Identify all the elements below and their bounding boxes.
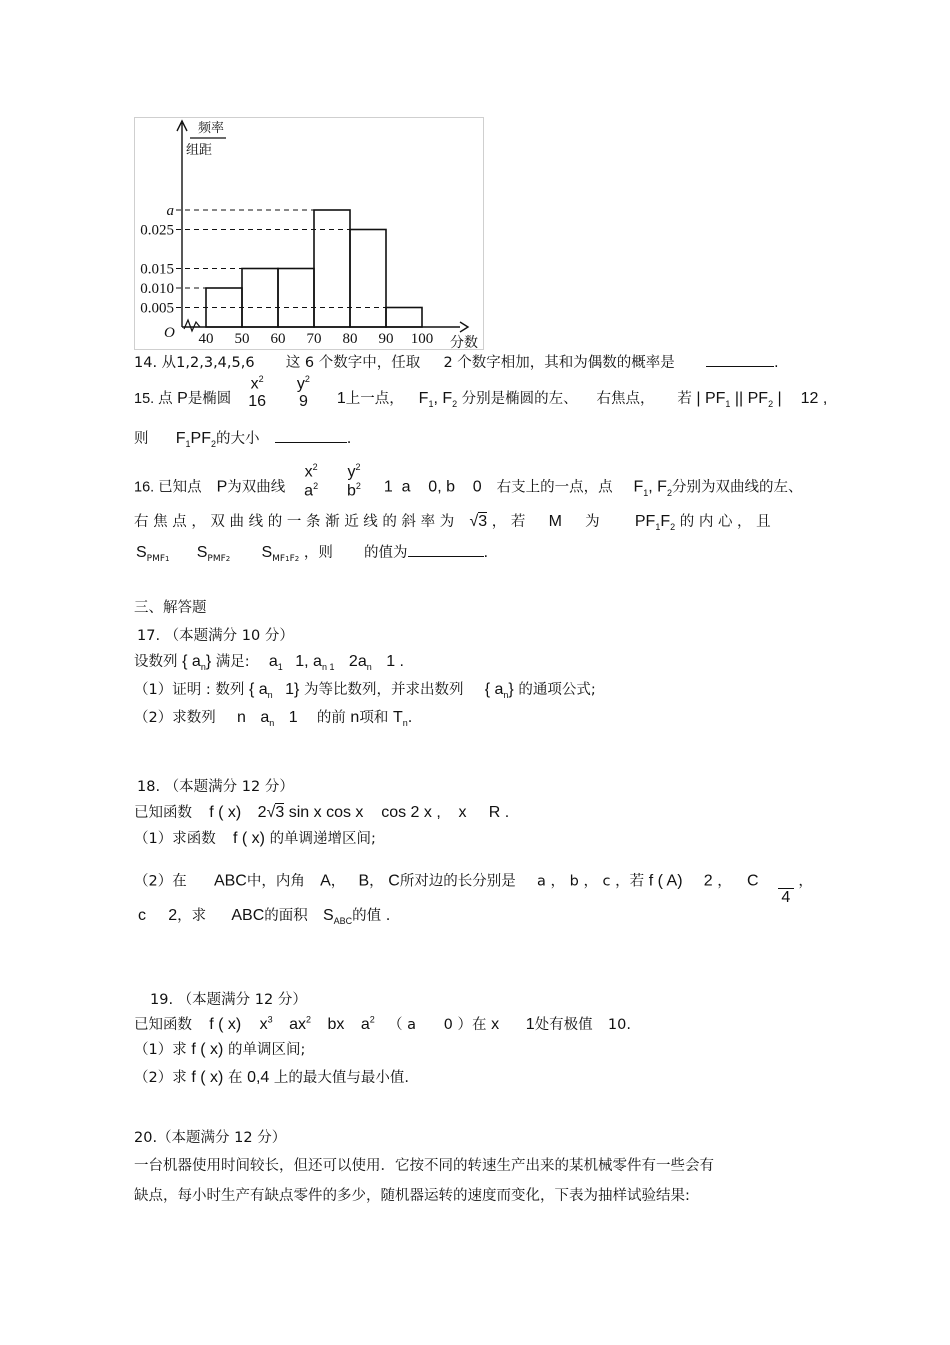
q14-rest: 2 个数字相加，其和为偶数的概率是 [443,355,675,371]
q16-frac-y [345,462,363,501]
x-axis-arrow [460,322,468,332]
question-15-line2 [134,427,351,449]
histogram-bar-4 [314,210,350,327]
q15-abs-mid: || PF [730,389,769,407]
histogram-bar-2 [242,269,278,328]
q16-F2: , F [648,478,667,496]
q16-prefix: 16. 已知点 [134,479,202,496]
y-axis-label-bottom: 组距 [186,143,213,158]
q16-a-exp: 2 [313,481,319,492]
q17-an2: a [260,709,270,726]
q15-den-16: 16 [248,393,267,411]
q15-abs-sub2: 2 [768,399,774,410]
q17-given: 设数列 { $a_n$} 满足: $a_1$ 1, $a_{n 1}$ $2a_n$ 1 . [134,653,404,673]
histogram-bar-6 [386,308,422,328]
q18-B: B [358,872,370,890]
q18-c2: c 2 [138,907,178,924]
q16-triangle: PF [634,513,656,530]
q18-two: 2 [257,804,267,821]
q16-b: b [347,482,356,500]
q19-part1-fx: f ( x) [191,1041,224,1058]
histogram-bar-3 [278,269,314,328]
axes-layer [177,121,468,332]
q16-y: y [347,463,356,481]
q16-S2-sub: PMF [207,553,226,564]
q19-bx: bx [327,1016,345,1033]
labels-layer [140,120,478,350]
q16-sqrt3: √3 [469,513,488,530]
y-tick-label-1: a [166,203,174,219]
q16-value-text: 的值为 [364,545,408,561]
q18-part2-d: ，求 [177,908,207,924]
question-15 [134,374,828,417]
q17-part2: （2）求数列 n $a_n$ 1 的前 n项和 $T_n$. [134,709,413,729]
q16-answer-blank [408,556,484,557]
x-tick-label-90: 90 [378,331,394,347]
q15-F1: F [418,389,429,407]
q15-y: y [296,375,305,393]
q19-fx: f ( x) [209,1016,242,1033]
q18-part2-line2 [138,904,390,926]
x-axis-label: 分数 [450,335,478,350]
q15-frac-y [295,374,312,411]
q17-n2: n [350,709,360,726]
q15-y-exp: 2 [304,374,310,384]
origin-label: O [164,325,175,341]
q18-part2-a: （2）在 [134,873,187,890]
q15-x-exp: 2 [258,374,264,384]
q17-c2: 2a [348,653,367,670]
q20-line2: 缺点，每小时生产有缺点零件的多少，随机器运转的速度而变化，下表为抽样试验结果: [134,1188,690,1204]
q19-part1 [134,1038,305,1059]
q17-dot: . [407,710,413,726]
q19-ax-exp: 2 [306,1014,312,1025]
q18-ABC: ABC [213,872,247,890]
q19-given [134,1013,631,1034]
q19-interval: 0,4 [247,1069,270,1086]
q15-size-text: 的大小 [215,431,260,447]
guides-layer [176,210,422,308]
q15-angle-sub1: 1 [185,439,191,450]
q17-part1-c: 为等比数列，并求出数列 [303,682,464,698]
q16-right-branch: 右支上的一点，点 [496,479,613,496]
x-tick-label-50: 50 [234,331,250,347]
axis-break [184,320,200,331]
q16-y-exp: 2 [355,462,361,472]
q16-M: M [548,513,562,530]
q15-foci-text: 分别是椭圆的左、 [461,390,578,407]
q18-part1-fx: f ( x) [232,830,265,847]
q17-c3: 1 . [386,653,404,670]
q16-foci-text: 分别为双曲线的左、 [671,479,803,496]
q15-angle-sub2: 2 [210,439,216,450]
q15-is-ellipse: 是椭圆 [187,390,232,407]
q16-x-exp: 2 [312,462,318,472]
q18-part2-c: 所对边的长分别是 [399,873,516,890]
q16-S1: S [136,544,147,561]
histogram-bar-5 [350,230,386,328]
q18-frac-pi4 [778,872,794,907]
q18-C2: C [746,872,759,890]
q15-abs-end: | [773,389,782,407]
y-tick-label-2: 0.025 [140,222,174,239]
q19-extreme: 处有极值 [534,1017,593,1033]
q18-given-a: 已知函数 [134,805,192,821]
q17-part2-b: 的前 [316,710,346,726]
q19-x: x [259,1016,268,1033]
q16-S1-sub: PMF [146,553,166,564]
q15-if: 若 [677,390,692,407]
q18-given: 已知函数 f ( x) 2√3 sin x cos x cos 2 x , x R . [134,804,510,821]
q17-c1: 1, a [295,653,322,670]
q16-slope-text: 右 焦 点 ， 双 曲 线 的 一 条 渐 近 线 的 斜 率 为 [134,514,455,530]
q16-dot: . [483,545,489,561]
q15-x: x [250,375,259,393]
q18-part1 [134,827,376,848]
y-axis-label-top: 频率 [198,121,225,136]
q17-an: a [191,653,201,670]
q19-cond: （ a 0 ）在 [388,1017,487,1033]
q19-x-exp: 3 [267,1014,273,1025]
x-tick-label-40: 40 [198,331,214,347]
q18-header: 18. （本题满分 12 分） [137,779,294,795]
q14-prefix: 14. 从 [134,355,177,371]
q18-value-text: 的值 . [352,908,391,924]
q18-fx: f ( x) [209,804,242,821]
q18-abc: a ， b ， c ，若 [537,873,645,890]
q15-one: 1 [336,389,346,407]
q20-header: 20.（本题满分 12 分） [134,1130,287,1146]
q16-then: ，则 [303,545,333,561]
q19-part2 [134,1066,409,1087]
q17-part2-a: （2）求数列 [134,710,216,726]
q15-answer-blank [275,442,347,443]
q14-end: . [774,355,779,371]
q18-C: C [388,872,400,890]
q15-point-P: P [177,389,188,407]
q17-given-b: 满足: [215,654,250,670]
q18-sqrt3: 3 [275,804,285,821]
question-14 [134,351,779,372]
q18-S-sub: ABC [333,916,353,927]
q16-S2: S [196,544,208,561]
q18-A: A [320,872,331,890]
q19-part2-a: （2）求 [134,1070,187,1086]
q19-ax: ax [289,1016,307,1033]
question-16-line3: $S_{PMF1}$ $S_{PMF2}$ $S_{MF1F2}$ ，则 的值为 . [136,544,489,564]
q16-a: a [304,482,314,500]
q16-frac-x [302,462,320,501]
q17-T-sub: n [402,718,408,729]
q20-line1: 一台机器使用时间较长，但还可以使用．它按不同的转速生产出来的某机械零件有一些会有 [134,1158,714,1174]
q17-header: 17. （本题满分 10 分） [137,628,294,644]
q15-prefix: 15. 点 [134,390,173,407]
q19-x1: x 1 [491,1016,535,1033]
question-16: 16. 已知点 P为双曲线 $x^2$ $a^2$ $y^2$ $b^2$ 1 a 0, b 0 右支上的一点，点 $F_1$, $F_2$分别为双曲线的左、 [134,462,803,500]
q19-given-a: 已知函数 [134,1017,192,1033]
q16-hyperbola: 为双曲线 [227,479,286,496]
q18-S: S [322,907,334,924]
q19-a: a [360,1016,370,1033]
q19-part1-a: （1）求 [134,1042,187,1058]
q15-angle-F: F [175,430,186,447]
q17-part1-d: 的通项公式; [518,682,596,698]
q18-part1-a: （1）求函数 [134,831,216,847]
q18-ABC2: ABC [231,907,265,924]
q18-fA: f ( A) [648,872,683,890]
q16-incenter: 的 内 心 ， 且 [679,514,771,530]
q15-then: 则 [134,431,149,447]
y-tick-label-4: 0.010 [140,281,174,297]
q16-x: x [304,463,313,481]
q19-part2-fx: f ( x) [191,1069,224,1086]
q16-if-M: ， 若 [491,514,526,530]
q15-F2: , F [433,389,453,407]
x-tick-label-70: 70 [306,331,322,347]
q17-part1-a: （1）证明 : 数列 [134,682,245,698]
q18-two2: 2 [703,872,713,890]
q15-upper-point: 上一点， [345,390,404,407]
q16-S3-sub: MF [272,553,286,564]
q15-right-focus: 右焦点， [596,390,655,407]
q14-digits: 1,2,3,4,5,6 [176,355,255,371]
q17-given-a: 设数列 [134,654,178,670]
q16-F1: F [633,478,644,496]
q17-n: n [236,709,246,726]
x-tick-label-80: 80 [342,331,358,347]
q17-a1: a [268,653,278,670]
q18-part1-b: 的单调递增区间; [269,831,376,847]
q17-part2-c: 项和 [359,710,389,726]
q16-is: 为 [585,514,600,530]
q17-T: T [392,709,403,726]
q14-answer-blank [706,366,774,367]
q15-den-9: 9 [298,393,308,411]
q18-expr-rest: sin x cos x cos 2 x , x R . [288,804,510,821]
q16-point-P: P [216,478,228,496]
q15-frac-x [246,374,268,411]
q16-S3: S [261,544,273,561]
q15-dot: . [346,431,352,447]
y-tick-label-3: 0.015 [140,261,174,278]
q16-b-exp: 2 [355,481,361,492]
q19-header: 19. （本题满分 12 分） [150,992,307,1008]
q17-part1-b: 1 [285,681,295,698]
q19-part2-c: 上的最大值与最小值. [273,1070,410,1086]
q15-abs-sub1: 1 [725,399,731,410]
q19-part2-b: 在 [227,1070,243,1086]
x-tick-label-60: 60 [270,331,286,347]
q19-a-exp: 2 [369,1014,375,1025]
frequency-histogram [134,117,484,350]
q19-part1-b: 的单调区间; [227,1042,306,1058]
q18-four: 4 [781,889,791,906]
q18-part2-b: 中，内角 [246,873,305,890]
q19-ten: 10. [607,1017,631,1033]
q14-middle: 这 6 个数字中，任取 [285,355,421,371]
x-tick-label-100: 100 [410,331,434,347]
q15-F1-sub: 1 [428,399,434,410]
y-tick-label-5: 0.005 [140,300,174,317]
question-16-line2: 右 焦 点 ， 双 曲 线 的 一 条 渐 近 线 的 斜 率 为 √3 ， 若 M 为 $PF_1F_2$ 的 内 心 ， 且 [134,513,771,533]
q18-area-text: 的面积 [264,908,308,924]
q15-angle-PF: PF [190,430,211,447]
q16-sqrt3-value: 3 [478,513,488,530]
q15-twelve: 12 , [800,389,828,407]
q15-abs-1: | PF [696,389,726,407]
q17-part1: （1）证明 : 数列 { $a_n$ 1} 为等比数列，并求出数列 { $a_n$} 的通项公式; [134,681,596,701]
q17-one: 1 [288,709,298,726]
q18-part2: （2）在 ABC中，内角 A， B， C所对边的长分别是 a ， b ， c ，若 f ( A) 2 ， C 4 ， [134,872,813,906]
q16-condition: 1 a 0, b 0 [383,478,482,496]
q15-F2-sub: 2 [452,399,458,410]
section-3-title: 三、解答题 [134,600,207,616]
